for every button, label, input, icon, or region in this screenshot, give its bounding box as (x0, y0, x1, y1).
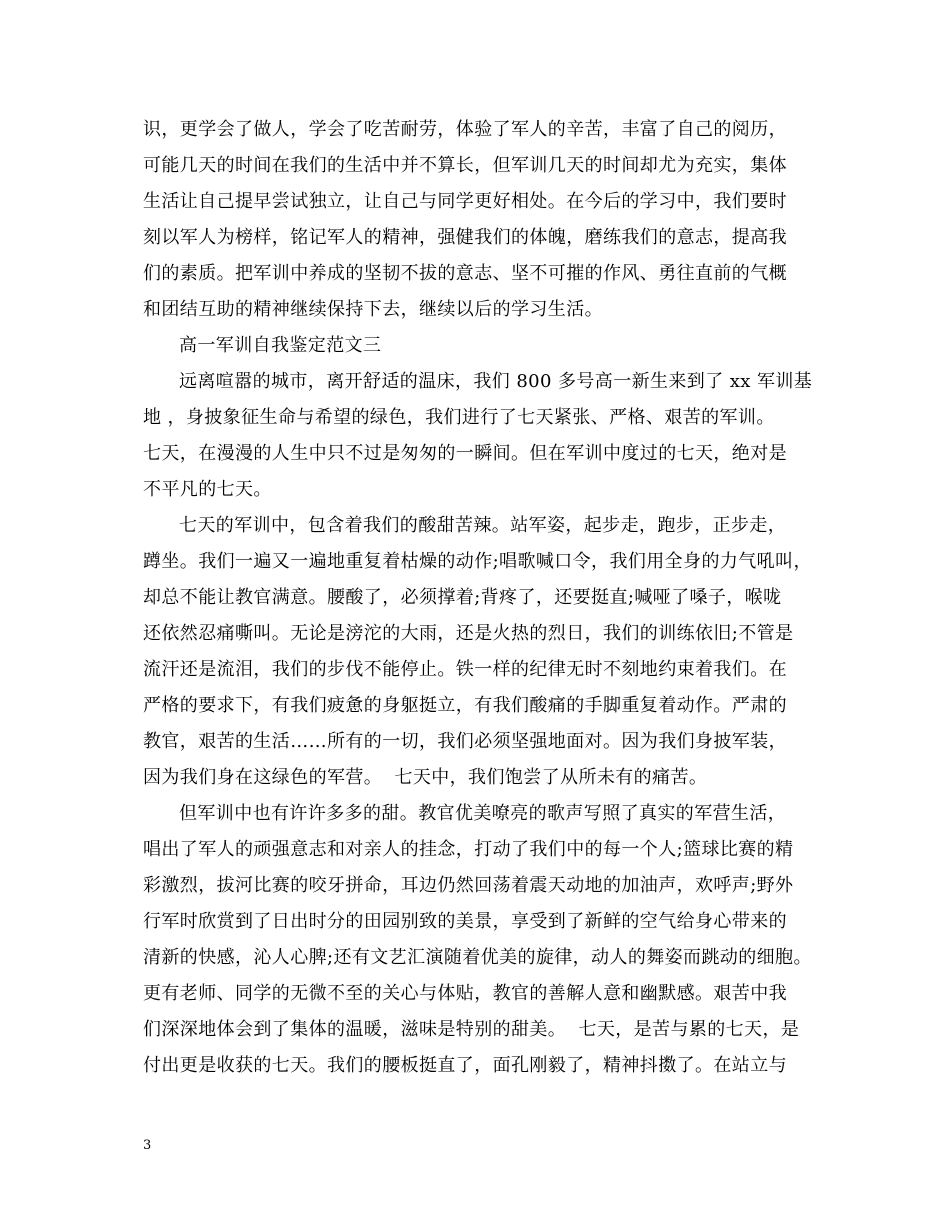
text-line: 七天的军训中，包含着我们的酸甜苦辣。站军姿，起步走，跑步，正步走， (179, 515, 787, 536)
text-line: 地 ，身披象征生命与希望的绿色，我们进行了七天紧张、严格、艰苦的军训。 (143, 407, 775, 428)
text-line: 识，更学会了做人，学会了吃苦耐劳，体验了军人的辛苦，丰富了自己的阅历， (143, 119, 787, 140)
text-line: 唱出了军人的顽强意志和对亲人的挂念，打动了我们中的每一个人;篮球比赛的精 (143, 839, 794, 860)
text-line: 流汗还是流泪，我们的步伐不能停止。铁一样的纪律无时不刻地约束着我们。在 (143, 659, 787, 680)
text-line: 刻以军人为榜样，铭记军人的精神，强健我们的体魄，磨练我们的意志，提高我 (143, 227, 787, 248)
text-line: 远离喧嚣的城市，离开舒适的温床，我们 800 多号高一新生来到了 xx 军训基 (179, 371, 813, 392)
text-line: 但军训中也有许许多多的甜。教官优美嘹亮的歌声写照了真实的军营生活， (179, 803, 787, 824)
text-line: 清新的快感，沁人心脾;还有文艺汇演随着优美的旋律，动人的舞姿而跳动的细胞。 (143, 947, 812, 968)
text-line: 严格的要求下，有我们疲惫的身躯挺立，有我们酸痛的手脚重复着动作。严肃的 (143, 695, 787, 716)
text-line: 们深深地体会到了集体的温暖，滋味是特别的甜美。 七天，是苦与累的七天，是 (143, 1019, 800, 1040)
text-line: 可能几天的时间在我们的生活中并不算长，但军训几天的时间却尤为充实，集体 (143, 155, 787, 176)
text-line: 教官，艰苦的生活……所有的一切，我们必须坚强地面对。因为我们身披军装， (143, 731, 787, 752)
text-line: 不平凡的七天。 (143, 479, 272, 500)
text-line: 和团结互助的精神继续保持下去，继续以后的学习生活。 (143, 299, 603, 320)
text-line: 生活让自己提早尝试独立，让自己与同学更好相处。在今后的学习中，我们要时 (143, 191, 787, 212)
text-line: 还依然忍痛嘶叫。无论是滂沱的大雨，还是火热的烈日，我们的训练依旧;不管是 (143, 623, 794, 644)
text-line: 蹲坐。我们一遍又一遍地重复着枯燥的动作;唱歌喊口令，我们用全身的力气吼叫， (143, 551, 812, 572)
text-line: 行军时欣赏到了日出时分的田园别致的美景，享受到了新鲜的空气给身心带来的 (143, 911, 787, 932)
text-line: 们的素质。把军训中养成的坚韧不拔的意志、坚不可摧的作风、勇往直前的气概 (143, 263, 787, 284)
text-line: 七天，在漫漫的人生中只不过是匆匆的一瞬间。但在军训中度过的七天，绝对是 (143, 443, 787, 464)
text-line: 因为我们身在这绿色的军营。 七天中，我们饱尝了从所未有的痛苦。 (143, 767, 708, 788)
text-line: 付出更是收获的七天。我们的腰板挺直了，面孔刚毅了，精神抖擞了。在站立与 (143, 1055, 787, 1076)
page-number: 3 (143, 1138, 152, 1153)
text-line: 却总不能让教官满意。腰酸了，必须撑着;背疼了，还要挺直;喊哑了嗓子，喉咙 (143, 587, 782, 608)
text-line: 更有老师、同学的无微不至的关心与体贴，教官的善解人意和幽默感。艰苦中我 (143, 983, 787, 1004)
text-line: 彩激烈，拔河比赛的咬牙拼命，耳边仍然回荡着震天动地的加油声，欢呼声;野外 (143, 875, 794, 896)
section-heading: 高一军训自我鉴定范文三 (179, 335, 382, 356)
